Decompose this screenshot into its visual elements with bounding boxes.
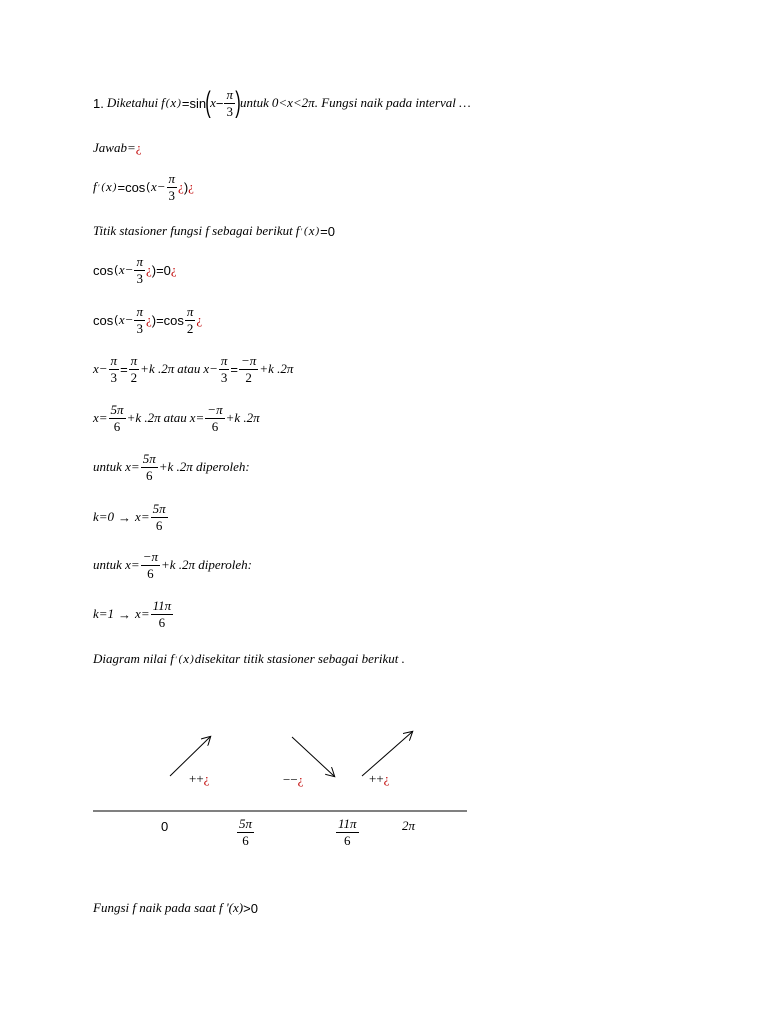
- tick-0: 0: [161, 819, 169, 834]
- sign-minus: −−¿: [283, 772, 304, 787]
- conclusion: Fungsi f naik pada saat f ' (x) >0: [93, 900, 258, 916]
- tick-2pi: 2π: [402, 818, 416, 833]
- down-arrow: [292, 737, 334, 776]
- jawab-line: Jawab= ¿: [93, 140, 142, 155]
- problem-number: 1.: [93, 95, 104, 111]
- equation-cos-cos: cos ( x− $\frac{\pi}{3}$ ¿ )=cos $\frac{\pi}{2}$ ¿: [93, 304, 203, 336]
- k-zero: k=0 → x= $\frac{5\pi}{6}$: [93, 501, 166, 533]
- derivative-line: f ' ( x ) = cos ( x− $\frac{\pi}{3}$ ¿ ) ¿: [93, 171, 194, 203]
- sign-plus-2: ++¿: [369, 771, 390, 786]
- equation-cos-zero: cos ( x− $\frac{\pi}{3}$ ¿ )=0 ¿: [93, 254, 177, 286]
- fraction-pi-3: $\frac{\pi}{3}$: [226, 87, 233, 119]
- tick-5pi-6: $\frac{5\pi}{6}$: [239, 816, 253, 848]
- solution-x: x= $\frac{5\pi}{6}$ +k .2π atau x= $\frac{-\pi}{6}$ +k .2π: [93, 402, 260, 434]
- case-neg-pi-6: untuk x= $\frac{-\pi}{6}$ +k .2π diperoleh:: [93, 549, 252, 581]
- k-one: k=1 → x= $\frac{11\pi}{6}$: [93, 598, 172, 630]
- stationary-intro: Titik stasioner fungsi f sebagai berikut f ' ( x ) =0: [93, 223, 335, 239]
- case-5pi-6: untuk x= $\frac{5\pi}{6}$ +k .2π diperoleh:: [93, 451, 250, 483]
- tick-11pi-6: $\frac{11\pi}{6}$: [338, 816, 357, 848]
- diagram-intro: Diagram nilai f ' ( x ) disekitar titik stasioner sebagai berikut .: [93, 651, 405, 666]
- general-solution: x− $\frac{\pi}{3}$ = $\frac{\pi}{2}$ +k .2π atau x− $\frac{\pi}{3}$ = $\frac{-\pi}{2}$ +k .2π: [93, 353, 294, 385]
- sign-plus-1: ++¿: [189, 771, 210, 786]
- problem-statement: 1. Diketahui f ( x ) = sin ( x − $\frac{\pi}{3}$ ) untuk 0<x<2π . Fungsi naik pada interval …: [93, 86, 471, 120]
- up-arrow-2: [362, 732, 412, 776]
